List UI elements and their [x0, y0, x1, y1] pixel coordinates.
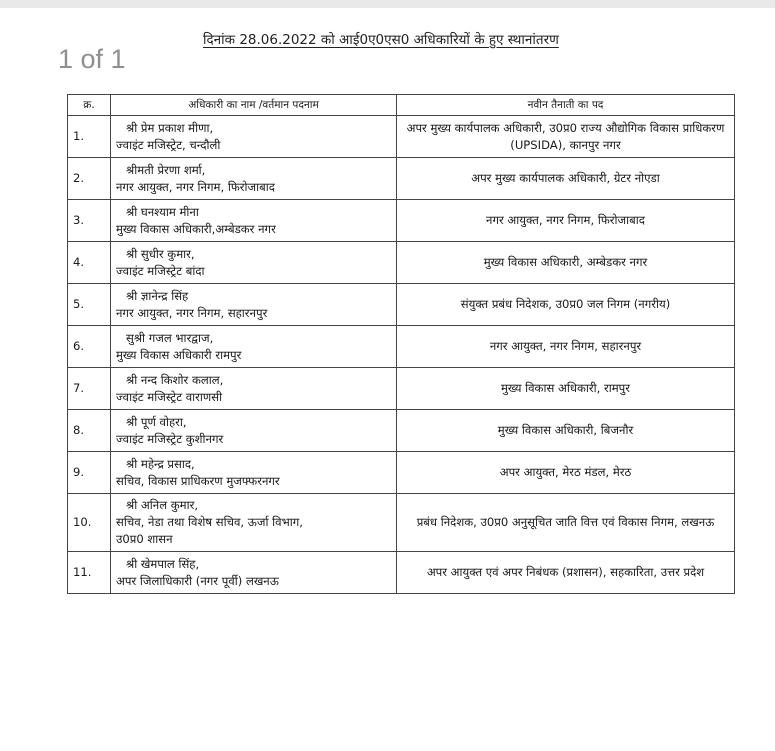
serial-number: 2.: [68, 158, 111, 200]
officer-cell: [111, 494, 397, 552]
serial-number: 1.: [68, 116, 111, 158]
serial-number: 8.: [68, 410, 111, 452]
table-row: [68, 242, 735, 284]
officer-name: श्रीमती प्रेरणा शर्मा,: [126, 162, 206, 177]
current-designation: ज्वाइंट मजिस्ट्रेट वाराणसी: [116, 389, 223, 404]
officer-cell: [111, 410, 397, 452]
officer-name: श्री घनश्याम मीना: [126, 204, 199, 219]
officer-name: सुश्री गजल भारद्वाज,: [126, 330, 214, 345]
table-row: [68, 452, 735, 494]
officer-name: श्री नन्द किशोर कलाल,: [126, 372, 224, 387]
serial-number: 6.: [68, 326, 111, 368]
table-row: [68, 284, 735, 326]
officer-cell: [111, 452, 397, 494]
table-row: [68, 200, 735, 242]
current-designation: मुख्य विकास अधिकारी रामपुर: [116, 347, 242, 362]
document-title: दिनांक 28.06.2022 को आई0ए0एस0 अधिकारियों के हुए स्थानांतरण: [203, 32, 559, 48]
current-designation: ज्वाइंट मजिस्ट्रेट, चन्दौली: [116, 137, 221, 152]
officer-cell: [111, 326, 397, 368]
new-post: मुख्य विकास अधिकारी, अम्बेडकर नगर: [397, 242, 735, 284]
current-designation: ज्वाइंट मजिस्ट्रेट बांदा: [116, 263, 205, 278]
new-post: मुख्य विकास अधिकारी, बिजनौर: [397, 410, 735, 452]
table-header-row: [68, 95, 735, 116]
transfer-table: [67, 94, 735, 594]
new-post: प्रबंध निदेशक, उ0प्र0 अनुसूचित जाति वित्त एवं विकास निगम, लखनऊ: [397, 494, 735, 552]
table-row: [68, 116, 735, 158]
header-serial-number: क्र.: [68, 95, 111, 116]
table-row: [68, 494, 735, 552]
current-designation: नगर आयुक्त, नगर निगम, फिरोजाबाद: [116, 179, 275, 194]
serial-number: 5.: [68, 284, 111, 326]
serial-number: 9.: [68, 452, 111, 494]
officer-name: श्री पूर्ण वोहरा,: [126, 414, 187, 429]
officer-name: श्री अनिल कुमार,: [126, 498, 199, 512]
current-designation: सचिव, नेडा तथा विशेष सचिव, ऊर्जा विभाग,: [116, 515, 303, 529]
officer-name: श्री खेमपाल सिंह,: [126, 556, 200, 571]
current-designation-line-2: उ0प्र0 शासन: [116, 532, 173, 546]
officer-cell: [111, 158, 397, 200]
officer-name: श्री महेन्द्र प्रसाद,: [126, 456, 195, 471]
table-row: [68, 326, 735, 368]
table-row: [68, 410, 735, 452]
new-post: मुख्य विकास अधिकारी, रामपुर: [397, 368, 735, 410]
officer-cell: [111, 200, 397, 242]
current-designation: सचिव, विकास प्राधिकरण मुजफ्फरनगर: [116, 473, 280, 488]
viewer-top-bar: [0, 0, 775, 8]
serial-number: 3.: [68, 200, 111, 242]
current-designation: अपर जिलाधिकारी (नगर पूर्वी) लखनऊ: [116, 573, 279, 588]
officer-name: श्री ज्ञानेन्द्र सिंह: [126, 288, 189, 303]
new-post: नगर आयुक्त, नगर निगम, सहारनपुर: [397, 326, 735, 368]
new-post: अपर आयुक्त, मेरठ मंडल, मेरठ: [397, 452, 735, 494]
current-designation: ज्वाइंट मजिस्ट्रेट कुशीनगर: [116, 431, 224, 446]
officer-cell: [111, 368, 397, 410]
officer-cell: [111, 116, 397, 158]
table-row: [68, 158, 735, 200]
table-row: [68, 368, 735, 410]
table-row: [68, 552, 735, 594]
serial-number: 10.: [68, 494, 111, 552]
officer-name: श्री सुधीर कुमार,: [126, 246, 195, 261]
new-post: अपर आयुक्त एवं अपर निबंधक (प्रशासन), सहकारिता, उत्तर प्रदेश: [397, 552, 735, 594]
officer-cell: [111, 242, 397, 284]
serial-number: 11.: [68, 552, 111, 594]
new-post: अपर मुख्य कार्यपालक अधिकारी, ग्रेटर नोएडा: [397, 158, 735, 200]
officer-name: श्री प्रेम प्रकाश मीणा,: [126, 120, 214, 135]
serial-number: 7.: [68, 368, 111, 410]
header-officer-name: अधिकारी का नाम /वर्तमान पदनाम: [111, 95, 397, 116]
new-post: संयुक्त प्रबंध निदेशक, उ0प्र0 जल निगम (नगरीय): [397, 284, 735, 326]
page-indicator: 1 of 1: [58, 44, 126, 74]
new-post: अपर मुख्य कार्यपालक अधिकारी, उ0प्र0 राज्य औद्योगिक विकास प्राधिकरण (UPSIDA), कानपुर नगर: [397, 116, 735, 158]
serial-number: 4.: [68, 242, 111, 284]
officer-cell: [111, 284, 397, 326]
current-designation: नगर आयुक्त, नगर निगम, सहारनपुर: [116, 305, 268, 320]
new-post: नगर आयुक्त, नगर निगम, फिरोजाबाद: [397, 200, 735, 242]
current-designation: मुख्य विकास अधिकारी,अम्बेडकर नगर: [116, 221, 276, 236]
officer-cell: [111, 552, 397, 594]
header-new-post: नवीन तैनाती का पद: [397, 95, 735, 116]
